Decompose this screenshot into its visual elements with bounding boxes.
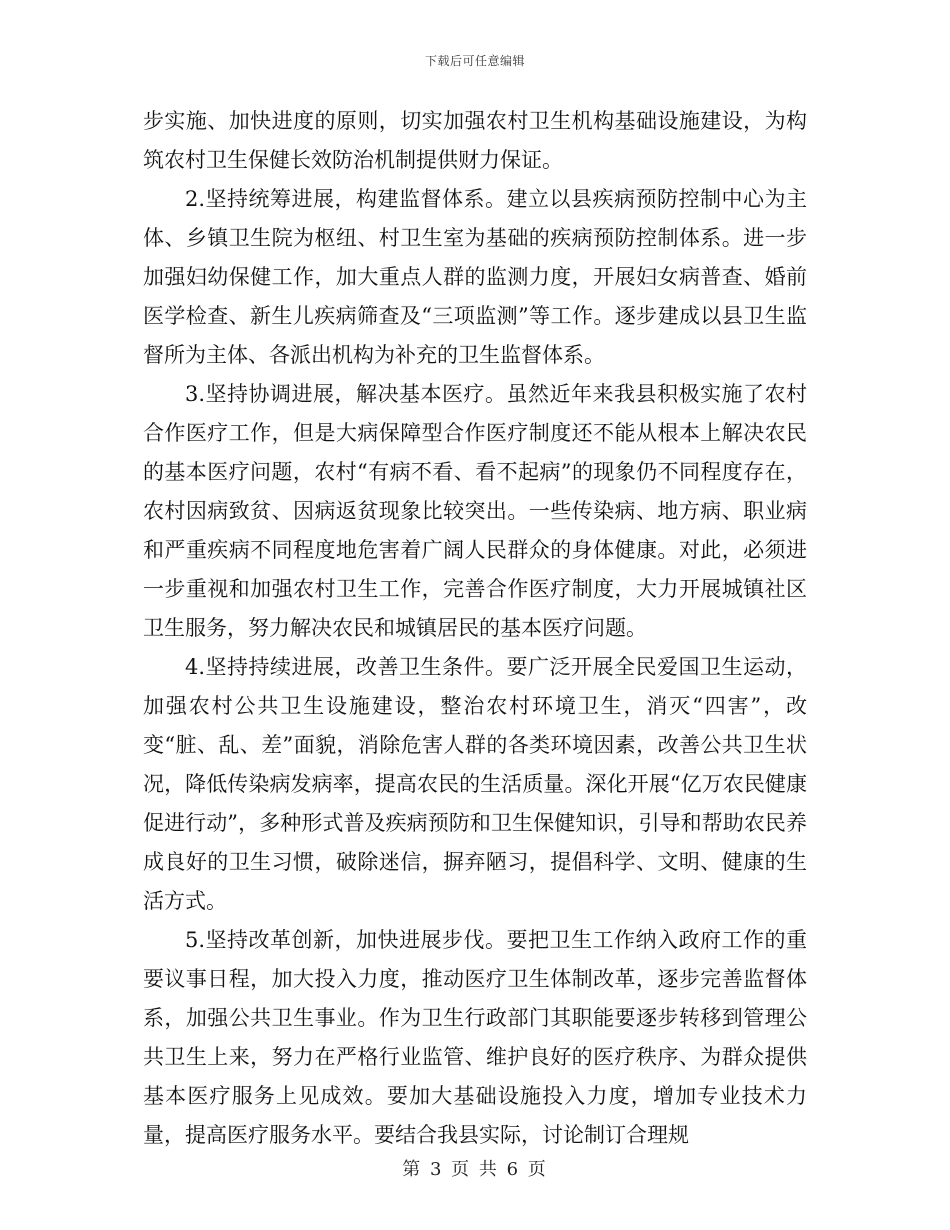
paragraph-continuation: 步实施、加快进度的原则，切实加强农村卫生机构基础设施建设，为构筑农村卫生保健长效防治机制提供财力保证。 — [143, 109, 807, 172]
paragraph-item-3: 3.坚持协调进展，解决基本医疗。虽然近年来我县积极实施了农村合作医疗工作，但是大病保障型合作医疗制度还不能从根本上解决农民的基本医疗问题，农村“有病不看、看不起病”的现象仍不同程度存在，农村因病致贫、因病返贫现象比较突出。一些传染病、地方病、职业病和严重疾病不同程度地危害着广阔人民群众的身体健康。对此，必须进一步重视和加强农村卫生工作，完善合作医疗制度，大力开展城镇社区卫生服务，努力解决农民和城镇居民的基本医疗问题。 — [143, 382, 807, 640]
paragraph-item-2: 2.坚持统筹进展，构建监督体系。建立以县疾病预防控制中心为主体、乡镇卫生院为枢纽、村卫生室为基础的疾病预防控制体系。进一步加强妇幼保健工作，加大重点人群的监测力度，开展妇女病普查、婚前医学检查、新生儿疾病筛查及“三项监测”等工作。逐步建成以县卫生监督所为主体、各派出机构为补充的卫生监督体系。 — [143, 187, 807, 367]
page-number-footer: 第 3 页 共 6 页 — [402, 1159, 548, 1180]
paragraph-item-4: 4.坚持持续进展，改善卫生条件。要广泛开展全民爱国卫生运动，加强农村公共卫生设施建设，整治农村环境卫生，消灭“四害”，改变“脏、乱、差”面貌，消除危害人群的各类环境因素，改善公共卫生状况，降低传染病发病率，提高农民的生活质量。深化开展“亿万农民健康促进行动”，多种形式普及疾病预防和卫生保健知识，引导和帮助农民养成良好的卫生习惯，破除迷信，摒弃陋习，提倡科学、文明、健康的生活方式。 — [143, 655, 807, 913]
document-body — [143, 102, 807, 1155]
paragraph-item-5: 5.坚持改革创新，加快进展步伐。要把卫生工作纳入政府工作的重要议事日程，加大投入力度，推动医疗卫生体制改革，逐步完善监督体系，加强公共卫生事业。作为卫生行政部门其职能要逐步转移到管理公共卫生上来，努力在严格行业监管、维护良好的医疗秩序、为群众提供基本医疗服务上见成效。要加大基础设施投入力度，增加专业技术力量，提高医疗服务水平。要结合我县实际，讨论制订合理规 — [143, 928, 807, 1147]
page-header-note: 下载后可任意编辑 — [424, 54, 525, 68]
